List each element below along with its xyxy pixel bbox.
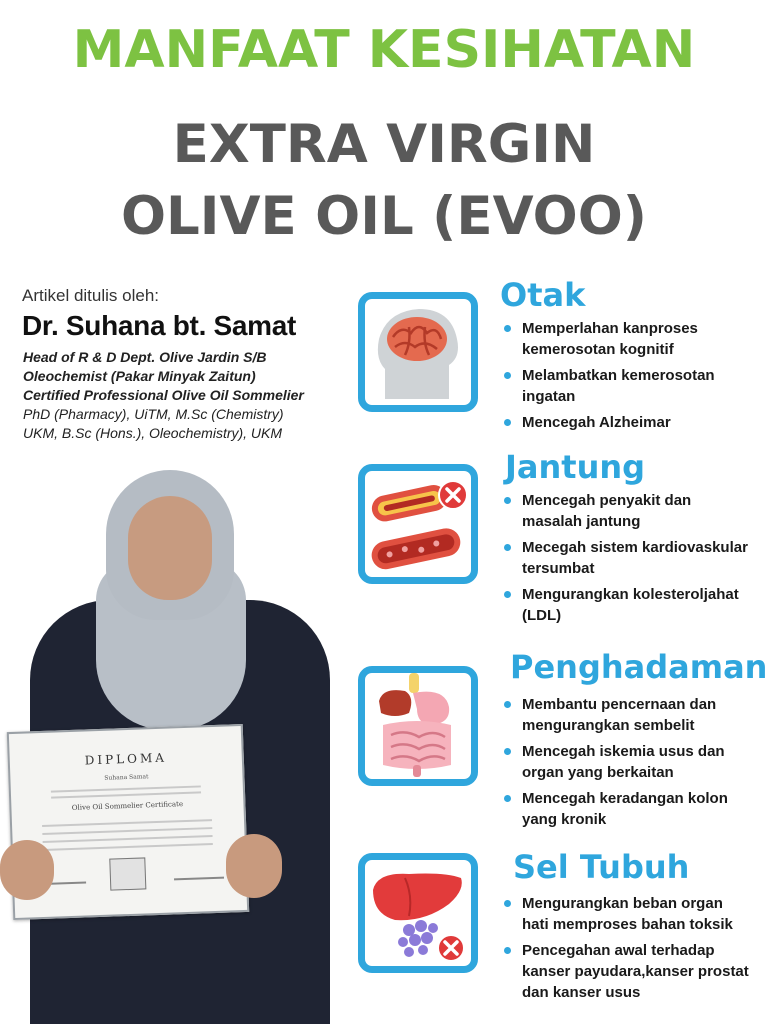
diploma-seal-icon — [109, 857, 146, 890]
list-item: Membantu pencernaan dan mengurangkan sembelit — [500, 694, 750, 736]
author-credential: PhD (Pharmacy), UiTM, M.Sc (Chemistry) — [23, 406, 284, 422]
section-title-sel-tubuh: Sel Tubuh — [513, 848, 690, 886]
author-credential: Oleochemist (Pakar Minyak Zaitun) — [23, 368, 256, 384]
list-item: Mencegah iskemia usus dan organ yang berkaitan — [500, 741, 750, 783]
person-left-hand — [0, 840, 54, 900]
diploma-text-line — [43, 835, 213, 843]
poster-subtitle-line2: OLIVE OIL (EVOO) — [120, 186, 648, 247]
brain-icon — [358, 292, 478, 412]
digestive-system-icon — [358, 666, 478, 786]
list-item: Pencegahan awal terhadap kanser payudara,kanser prostat dan kanser usus — [500, 940, 750, 1003]
diploma-text-line — [42, 819, 212, 827]
bullet-list-otak — [500, 318, 750, 438]
liver-cells-icon — [358, 853, 478, 973]
author-credential: Head of R & D Dept. Olive Jardin S/B — [23, 349, 267, 365]
author-name: Dr. Suhana bt. Samat — [22, 310, 297, 341]
list-item: Mengurangkan kolesteroljahat (LDL) — [500, 584, 750, 626]
author-credential: UKM, B.Sc (Hons.), Oleochemistry), UKM — [23, 425, 283, 441]
section-title-penghadaman: Penghadaman — [510, 648, 768, 686]
diploma-certificate-name: Olive Oil Sommelier Certificate — [71, 800, 184, 812]
person-right-hand — [226, 834, 282, 898]
artery-icon — [358, 464, 478, 584]
person-face — [128, 496, 212, 600]
bullet-list-jantung — [500, 490, 750, 631]
diploma-text-line — [42, 827, 212, 835]
author-credential: Certified Professional Olive Oil Sommelier — [23, 387, 304, 403]
list-item: Memperlahan kanproses kemerosotan kognitif — [500, 318, 750, 360]
diploma-title: DIPLOMA — [84, 750, 168, 768]
diploma-name: Suhana Samat — [104, 773, 149, 782]
list-item: Mencegah keradangan kolon yang kronik — [500, 788, 750, 830]
author-intro: Artikel ditulis oleh: — [22, 286, 160, 305]
section-title-otak: Otak — [500, 276, 586, 314]
diploma-signature — [174, 877, 224, 881]
diploma-text-line — [51, 791, 201, 798]
bullet-list-sel-tubuh — [500, 893, 750, 1008]
poster-title: MANFAAT KESIHATAN — [72, 20, 696, 80]
list-item: Mencegah Alzheimar — [500, 412, 750, 433]
poster-subtitle-line1: EXTRA VIRGIN — [172, 114, 596, 175]
section-title-jantung: Jantung — [505, 448, 646, 486]
list-item: Melambatkan kemerosotan ingatan — [500, 365, 750, 407]
list-item: Mengurangkan beban organ hati memproses bahan toksik — [500, 893, 750, 935]
bullet-list-penghadaman — [500, 694, 750, 835]
list-item: Mencegah penyakit dan masalah jantung — [500, 490, 750, 532]
list-item: Mecegah sistem kardiovaskular tersumbat — [500, 537, 750, 579]
diploma-text-line — [43, 843, 213, 851]
